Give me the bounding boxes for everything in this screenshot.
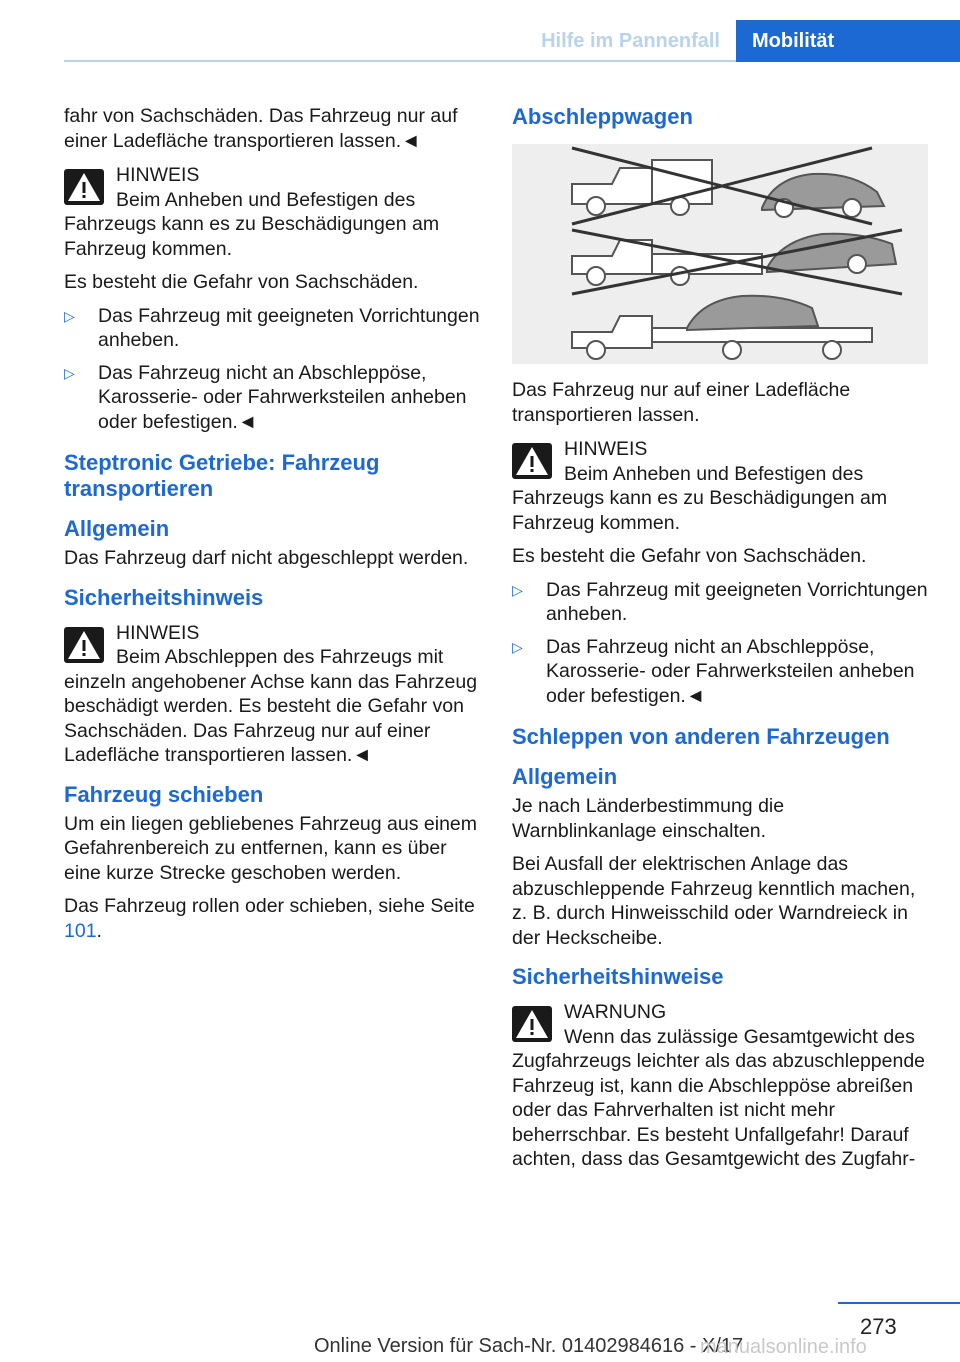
- subsection-title-sicherheitshinweise: Sicherheitshinweise: [512, 964, 724, 989]
- notice-risk: Es besteht die Gefahr von Sachschäden.: [64, 271, 419, 293]
- warning-label: WARNUNG: [564, 1001, 667, 1023]
- triangle-bullet-icon: ▷: [64, 364, 75, 381]
- warning-block: [512, 1000, 928, 1172]
- warning-text: Wenn das zulässige Gesamtgewicht des Zugfahrzeugs leichter als das abzuschleppende Fahrzeug ist, kann die Abschleppöse abreißen oder das Fahrverhalten ist nicht mehr beherrschbar. Es besteht Unfallgefahr! Darauf achten, dass das Gesamtgewicht des Zugfahr-: [512, 1025, 926, 1170]
- triangle-bullet-icon: ▷: [512, 581, 523, 598]
- notice-list: [512, 578, 928, 709]
- allgemein-paragraph-2: Bei Ausfall der elektrischen Anlage das abzuschleppende Fahrzeug kenntlich machen, z. B. durch Hinweisschild oder Warndreieck in der Heckscheibe.: [512, 853, 916, 949]
- watermark: manualsonline.info: [700, 1336, 867, 1358]
- notice-risk: Es besteht die Gefahr von Sachschäden.: [512, 545, 867, 567]
- section-title-steptronic: Steptronic Getriebe: Fahrzeug transportieren: [64, 450, 380, 501]
- list-item: [64, 304, 480, 353]
- rollen-text: Das Fahrzeug rollen oder schieben, siehe Seite: [64, 895, 475, 917]
- allgemein-paragraph: Das Fahrzeug darf nicht abgeschleppt werden.: [64, 547, 469, 569]
- tab-mobilitaet[interactable]: Mobilität: [736, 20, 960, 62]
- notice-label: HINWEIS: [116, 164, 200, 186]
- list-item-text: Das Fahrzeug mit geeigneten Vorrichtungen anheben.: [546, 578, 928, 625]
- subsection-title-sicherheitshinweis: Sicherheitshinweis: [64, 584, 264, 610]
- list-item: [512, 635, 928, 709]
- warning-triangle-icon: [64, 169, 104, 205]
- subsection-title-fahrzeug-schieben: Fahrzeug schieben: [64, 781, 264, 807]
- rollen-paragraph: [64, 894, 480, 943]
- schieben-paragraph: Um ein liegen gebliebenes Fahrzeug aus einem Gefahrenbereich zu entfernen, kann es über eine kurze Strecke geschoben werden.: [64, 812, 478, 884]
- notice-text: Beim Anheben und Befestigen des Fahrzeugs kann es zu Beschädigungen am Fahrzeug kommen.: [512, 462, 888, 534]
- tow-truck-illustration: [512, 144, 928, 364]
- list-item: [512, 578, 928, 627]
- right-column: [512, 104, 928, 1181]
- intro-paragraph: fahr von Sachschäden. Das Fahrzeug nur auf einer Ladefläche transportieren lassen.◄: [64, 105, 458, 152]
- list-item-text: Das Fahrzeug mit geeigneten Vorrichtungen anheben.: [98, 304, 480, 351]
- tab-hilfe-im-pannenfall[interactable]: Hilfe im Pannenfall: [541, 30, 720, 52]
- warning-triangle-icon: [512, 443, 552, 479]
- notice-block: [64, 163, 480, 434]
- allgemein-paragraph-1: Je nach Länderbestimmung die Warnblinkanlage einschalten.: [512, 795, 785, 842]
- triangle-bullet-icon: ▷: [512, 638, 523, 655]
- warning-triangle-icon: [512, 1006, 552, 1042]
- notice-text: Beim Anheben und Befestigen des Fahrzeugs kann es zu Beschädigungen am Fahrzeug kommen.: [64, 188, 440, 260]
- figure-caption: Das Fahrzeug nur auf einer Ladefläche transportieren lassen.: [512, 379, 851, 426]
- subsection-title-allgemein: Allgemein: [512, 764, 618, 789]
- list-item-text: Das Fahrzeug nicht an Abschleppöse, Karosserie- oder Fahrwerksteilen anheben oder befestigen.◄: [98, 361, 467, 433]
- notice-text: Beim Abschleppen des Fahrzeugs mit einzeln angehobener Achse kann das Fahrzeug beschädigt werden. Es besteht die Gefahr von Sachschäden. Das Fahrzeug nur auf einer Ladefläche transportieren lassen.◄: [64, 646, 478, 766]
- section-title-schleppen: Schleppen von anderen Fahrzeugen: [512, 724, 890, 749]
- page-number: 273: [860, 1314, 897, 1339]
- subsection-title-abschleppwagen: Abschleppwagen: [512, 104, 693, 129]
- triangle-bullet-icon: ▷: [64, 307, 75, 324]
- list-item-text: Das Fahrzeug nicht an Abschleppöse, Karosserie- oder Fahrwerksteilen anheben oder befestigen.◄: [546, 635, 915, 707]
- warning-triangle-icon: [64, 627, 104, 663]
- rollen-end: .: [96, 919, 102, 942]
- notice-block: [64, 621, 480, 768]
- notice-label: HINWEIS: [564, 438, 648, 460]
- footer-rule: [838, 1302, 960, 1304]
- notice-label: HINWEIS: [116, 621, 200, 644]
- notice-list: [64, 304, 480, 435]
- subsection-title-allgemein: Allgemein: [64, 516, 170, 541]
- page-link[interactable]: 101: [64, 919, 97, 942]
- list-item: [64, 361, 480, 435]
- notice-block: [512, 437, 928, 708]
- online-version-text: Online Version für Sach-Nr. 01402984616 - X/17: [314, 1335, 744, 1357]
- left-column: [64, 104, 480, 952]
